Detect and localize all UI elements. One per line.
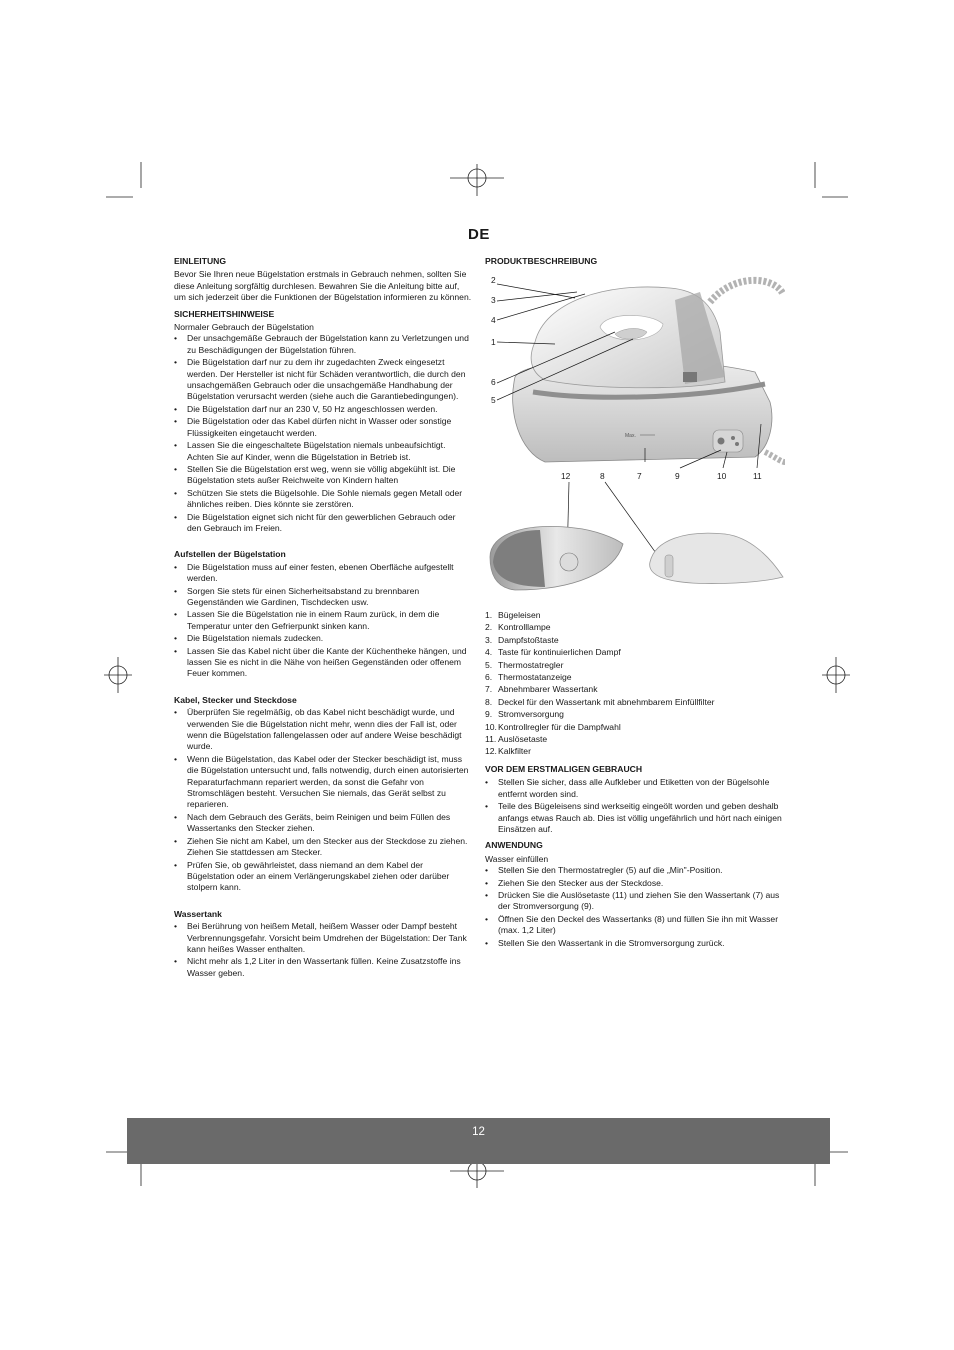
list-item: • Öffnen Sie den Deckel des Wassertanks (8) und füllen Sie ihn mit Wasser (max. 1,2 Liter) xyxy=(485,914,785,937)
left-column xyxy=(174,256,472,984)
right-column xyxy=(485,256,783,269)
list-item: • Nach dem Gebrauch des Geräts, beim Reinigen und beim Füllen des Wassertanks den Stecker ziehen. xyxy=(174,812,472,835)
safety-heading: SICHERHEITSHINWEISE xyxy=(174,308,275,319)
list-item: 10. Kontrollregler für die Dampfwahl xyxy=(485,721,621,732)
figure-label: 6 xyxy=(491,377,496,387)
right-column-lower xyxy=(485,609,785,954)
hose-icon xyxy=(710,280,783,302)
normal-use-subheading: Normaler Gebrauch der Bügelstation xyxy=(174,322,314,333)
figure-label: 3 xyxy=(491,295,496,305)
figure-label: 12 xyxy=(561,471,571,481)
tank-subheading: Wassertank xyxy=(174,908,222,919)
tank-list xyxy=(174,921,472,979)
cable-list xyxy=(174,707,472,894)
list-item: 6. Thermostatanzeige xyxy=(485,672,572,683)
list-item: • Stellen Sie sicher, dass alle Aufkleber und Etiketten von der Bügelsohle entfernt worden sind. xyxy=(485,777,785,800)
list-item: 11. Auslösetaste xyxy=(485,734,548,745)
list-item: 12. Kalkfilter xyxy=(485,746,531,757)
list-item: • Wenn die Bügelstation, das Kabel oder der Stecker beschädigt ist, muss die Bügelstation untersucht und, falls notwendig, durch einen autorisierten Reparaturfachmann repariert werden, da sonst die Gefahr von Stromschlägen besteht. Versuchen Sie niemals, das Gerät selbst zu reparieren. xyxy=(174,754,472,811)
list-item: 7. Abnehmbarer Wassertank xyxy=(485,684,598,695)
list-item: 1. Bügeleisen xyxy=(485,610,541,620)
figure-label: 7 xyxy=(637,471,642,481)
list-item: 9. Stromversorgung xyxy=(485,709,564,720)
first-use-list xyxy=(485,777,785,835)
list-item: 4. Taste für kontinuierlichen Dampf xyxy=(485,647,621,658)
list-item: • Nicht mehr als 1,2 Liter in den Wassertank füllen. Keine Zusatzstoffe ins Wasser geben. xyxy=(174,956,472,979)
list-item: • Sorgen Sie stets für einen Sicherheitsabstand zu brennbaren Gegenständen wie Gardinen, Tischdecken usw. xyxy=(174,586,472,609)
setup-list xyxy=(174,562,472,680)
product-heading: PRODUKTBESCHREIBUNG xyxy=(485,256,598,266)
setup-subheading: Aufstellen der Bügelstation xyxy=(174,549,286,560)
list-item: • Teile des Bügeleisens sind werkseitig eingeölt worden und geben deshalb anfangs etwas Rauch ab. Dies ist völlig ungefährlich und hört nach einigen Einsätzen auf. xyxy=(485,801,785,835)
figure-label: 9 xyxy=(675,471,680,481)
language-code: DE xyxy=(468,226,490,243)
figure-label: 5 xyxy=(491,395,496,405)
list-item: • Stellen Sie den Wassertank in die Stromversorgung zurück. xyxy=(485,938,785,949)
list-item: • Lassen Sie das Kabel nicht über die Kante der Küchentheke hängen, und lassen Sie es nicht in die Nähe von heißen Gegenständen oder offenem Feuer kommen. xyxy=(174,646,472,680)
list-item: • Die Bügelstation darf nur an 230 V, 50 Hz angeschlossen werden. xyxy=(174,404,472,415)
list-item: • Bei Berührung von heißem Metall, heißem Wasser oder Dampf besteht Verbrennungsgefahr. Vorsicht beim Umdrehen der Bügelstation: Der Tank kann heißes Wasser enthalten. xyxy=(174,921,472,955)
list-item: 3. Dampfstoßtaste xyxy=(485,634,559,645)
intro-heading: EINLEITUNG xyxy=(174,256,227,266)
list-item: • Der unsachgemäße Gebrauch der Bügelstation kann zu Verletzungen und zu Beschädigungen der Bügelstation führen. xyxy=(174,333,472,356)
figure-label: 2 xyxy=(491,275,496,285)
list-item: • Stellen Sie den Thermostatregler (5) auf die „Min"-Position. xyxy=(485,865,785,876)
list-item: • Lassen Sie die eingeschaltete Bügelstation niemals unbeaufsichtigt. Achten Sie auf Kinder, wenn die Bügelstation in Betrieb ist. xyxy=(174,440,472,463)
list-item: • Die Bügelstation darf nur zu dem ihr zugedachten Zweck eingesetzt werden. Der Hersteller ist nicht für Schäden verantwortlich, die durch den unsachgemäßen Gebrauch oder die unsachgemäße Handhabung der Bügelstation verursacht werden (siehe auch die Garantiebedingungen). xyxy=(174,357,472,403)
figure-label: 4 xyxy=(491,315,496,325)
cable-subheading: Kabel, Stecker und Steckdose xyxy=(174,694,297,705)
parts-list xyxy=(485,609,785,758)
list-item: • Schützen Sie stets die Bügelsohle. Die Sohle niemals gegen Metall oder ähnliches reiben. Dies könnte sie zerstören. xyxy=(174,488,472,511)
list-item: • Die Bügelstation niemals zudecken. xyxy=(174,633,472,644)
max-label: Max. xyxy=(625,433,636,439)
page-number: 12 xyxy=(472,1126,485,1138)
list-item: • Die Bügelstation muss auf einer festen, ebenen Oberfläche aufgestellt werden. xyxy=(174,562,472,585)
figure-label: 1 xyxy=(491,337,496,347)
usage-list xyxy=(485,865,785,949)
list-item: • Drücken Sie die Auslösetaste (11) und ziehen Sie den Wassertank (7) aus der Stromversorgung (9). xyxy=(485,890,785,913)
list-item: • Ziehen Sie nicht am Kabel, um den Stecker aus der Steckdose zu ziehen. Ziehen Sie stattdessen am Stecker. xyxy=(174,836,472,859)
list-item: • Überprüfen Sie regelmäßig, ob das Kabel nicht beschädigt wurde, und verwenden Sie die Bügelstation nicht mehr, wenn dies der Fall ist, oder wenn die Bügelstation fallengelassen oder auf andere Weise beschädigt wurde. xyxy=(174,707,472,753)
list-item: 2. Kontrolllampe xyxy=(485,622,551,633)
list-item: • Ziehen Sie den Stecker aus der Steckdose. xyxy=(485,878,785,889)
list-item: 5. Thermostatregler xyxy=(485,659,564,670)
figure-label: 11 xyxy=(753,471,762,481)
list-item: • Die Bügelstation oder das Kabel dürfen nicht in Wasser oder sonstige Flüssigkeiten eingetaucht werden. xyxy=(174,416,472,439)
footer-bar xyxy=(127,1118,830,1164)
list-item: • Prüfen Sie, ob gewährleistet, dass niemand an dem Kabel der Bügelstation oder an einem Verlängerungskabel ziehen oder darüber stolpern kann. xyxy=(174,860,472,894)
intro-text: Bevor Sie Ihren neue Bügelstation erstmals in Gebrauch nehmen, sollten Sie diese Anleitung sorgfältig durchlesen. Bewahren Sie die Anleitung bitte auf, um sich jederzeit über die Funktionen der Bügelstation informieren zu können. xyxy=(174,269,472,303)
list-item: 8. Deckel für den Wassertank mit abnehmbarem Einfüllfilter xyxy=(485,696,715,707)
figure-label: 8 xyxy=(600,471,605,481)
product-illustration xyxy=(485,272,785,592)
first-use-heading: VOR DEM ERSTMALIGEN GEBRAUCH xyxy=(485,763,643,774)
list-item: • Die Bügelstation eignet sich nicht für den gewerblichen Gebrauch oder den Gebrauch im Freien. xyxy=(174,512,472,535)
list-item: • Lassen Sie die Bügelstation nie in einem Raum zurück, in dem die Temperatur unter den Gefrierpunkt sinken kann. xyxy=(174,609,472,632)
normal-use-list xyxy=(174,333,472,534)
figure-label: 10 xyxy=(717,471,727,481)
usage-heading: ANWENDUNG xyxy=(485,840,543,851)
list-item: • Stellen Sie die Bügelstation erst weg, wenn sie völlig abgekühlt ist. Die Bügelstation stets außer Reichweite von Kindern halten xyxy=(174,464,472,487)
usage-subheading: Wasser einfüllen xyxy=(485,853,549,864)
